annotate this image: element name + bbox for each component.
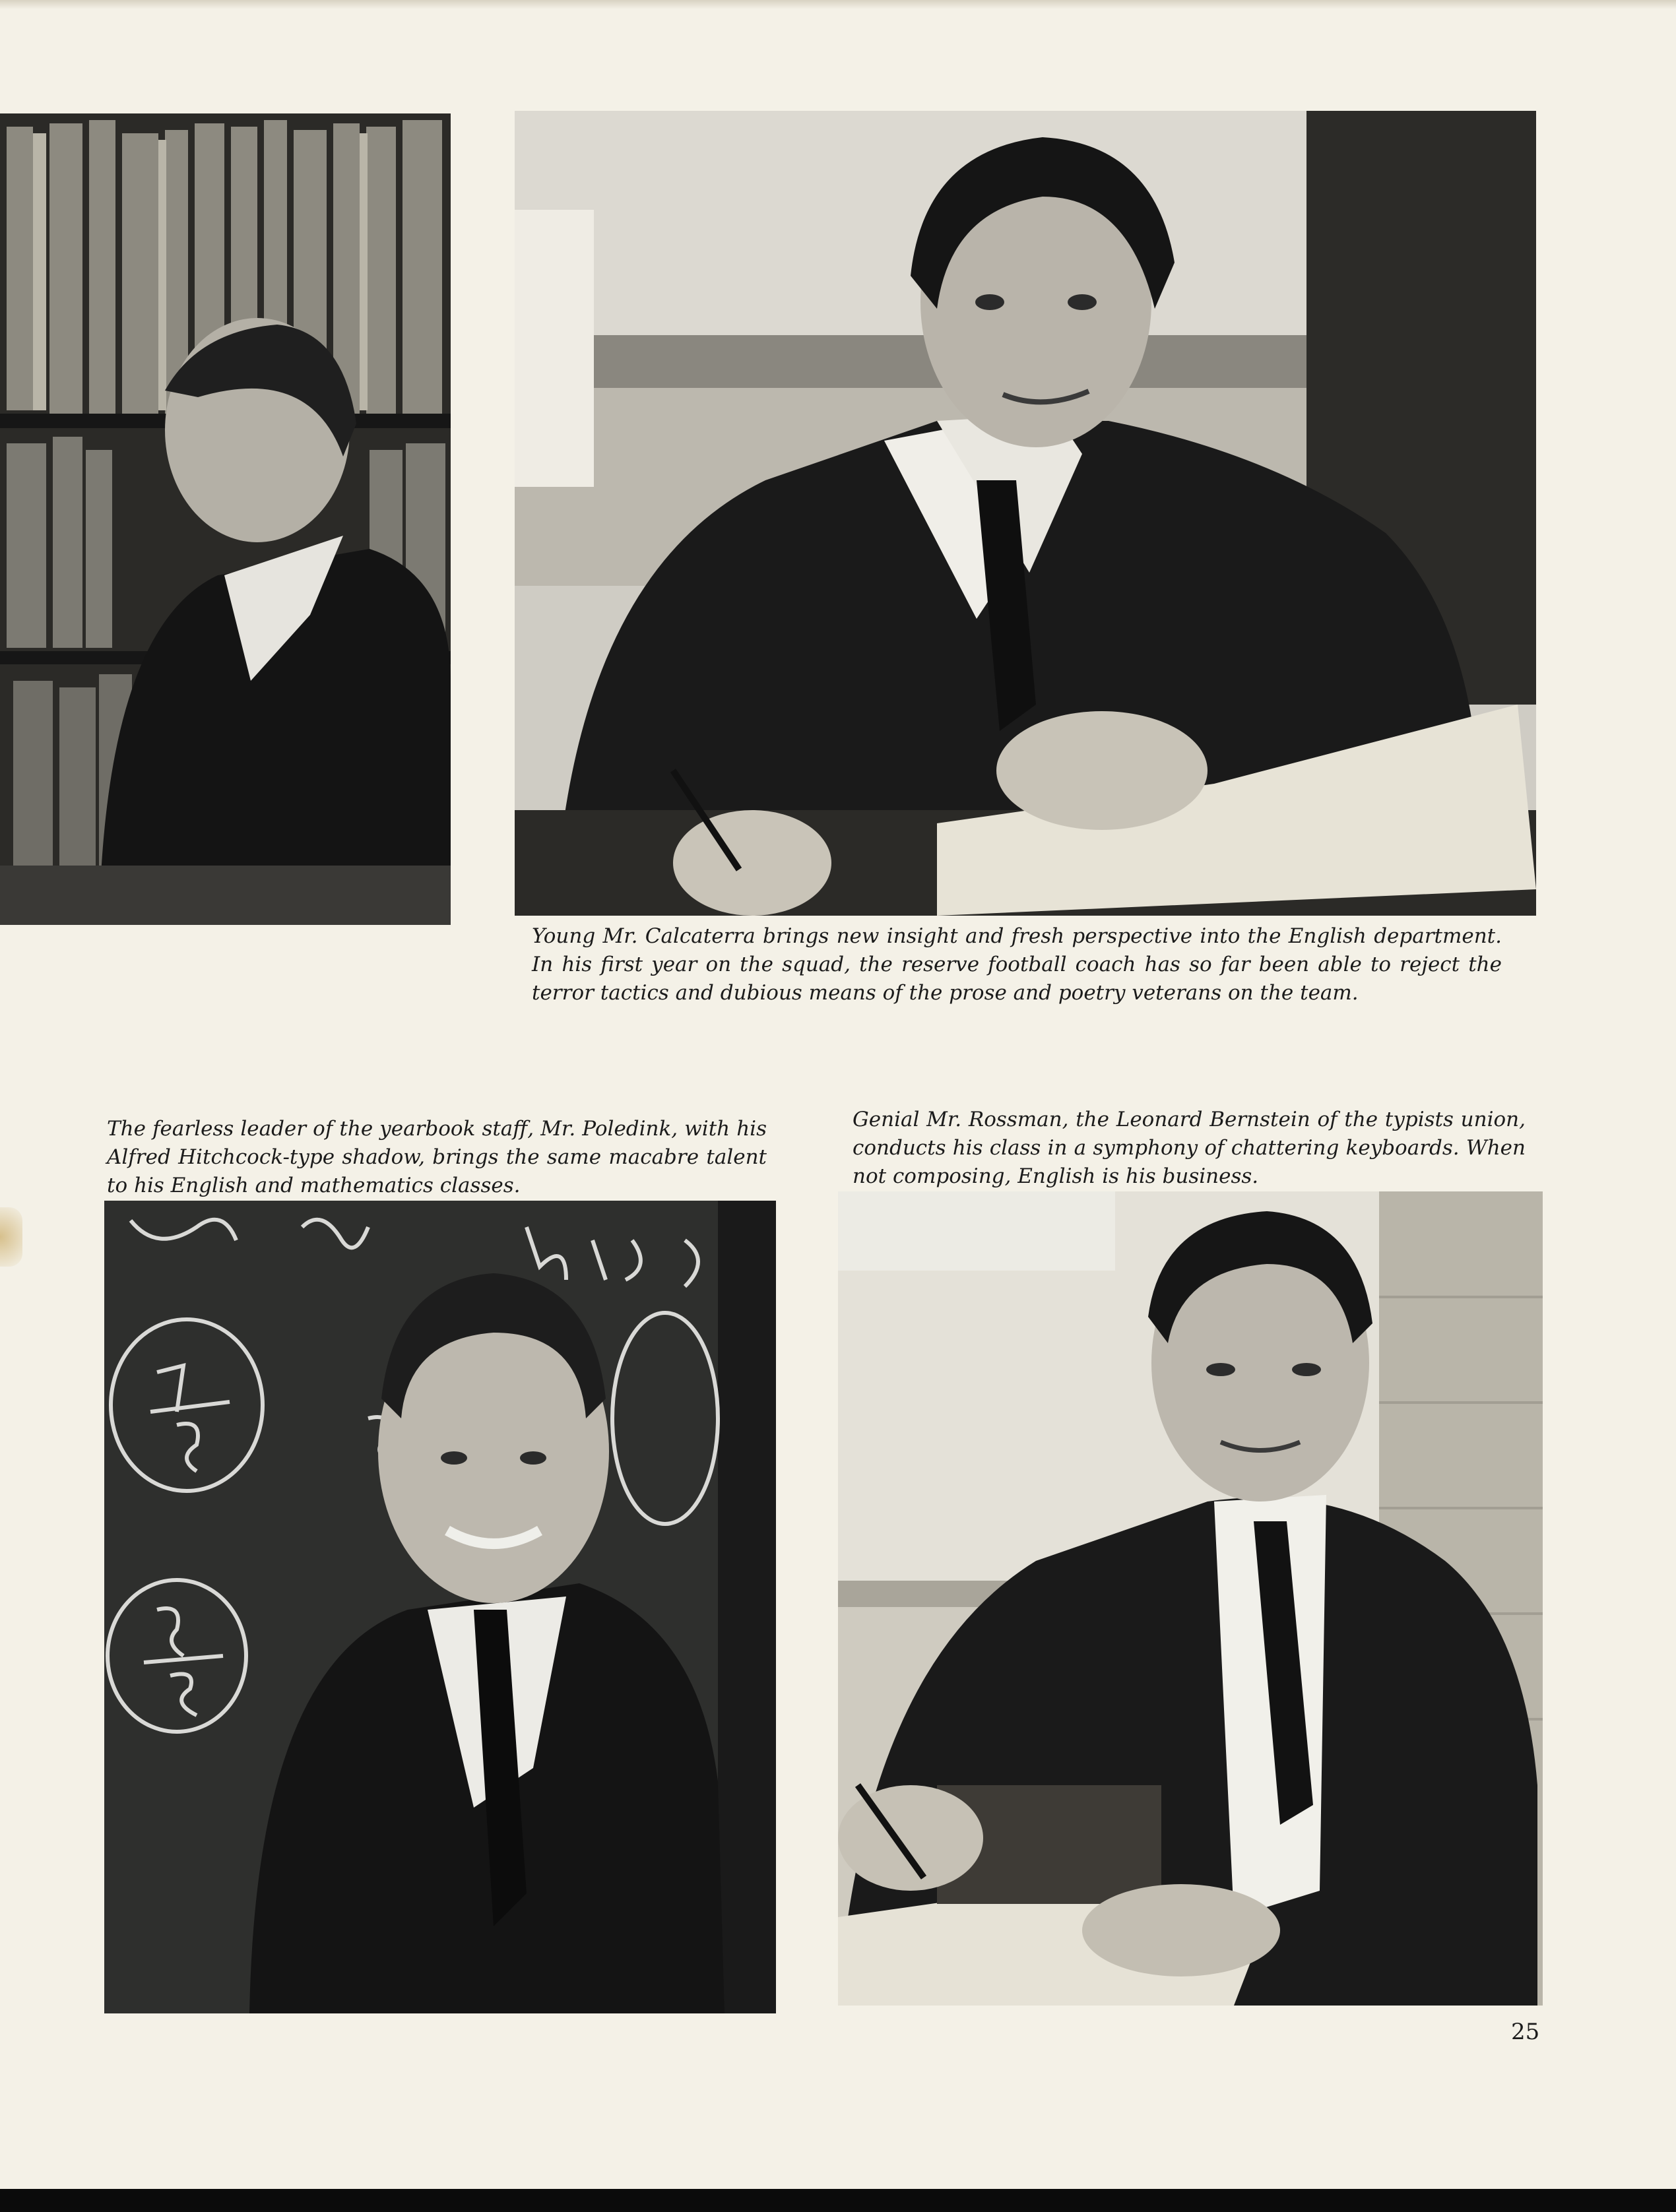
photo-calcaterra-at-desk [515,111,1536,916]
caption-rossman: Genial Mr. Rossman, the Leonard Bernstein of the typists union, conducts his class in a symphony of chattering keyboards. When not composing, English is his business. [853,1108,1526,1188]
page-number: 25 [1511,2019,1540,2045]
photo-man-at-bookshelf [0,113,451,925]
caption-poledink: The fearless leader of the yearbook staff, Mr. Poledink, with his Alfred Hitchcock-type shadow, brings the same macabre talent to his English and mathematics classes. [107,1117,767,1197]
caption-calcaterra: Young Mr. Calcaterra brings new insight and fresh perspective into the English department. In his first year on the squad, the reserve football coach has so far been able to reject the terror tactics and dubious means of the prose and poetry veterans on the team. [532,924,1502,1005]
page-stain [0,1207,22,1267]
scan-border [0,2189,1676,2212]
photo-rossman-at-desk [838,1191,1543,2006]
page-edge [0,0,1676,9]
photo-poledink-at-chalkboard [104,1201,776,2013]
